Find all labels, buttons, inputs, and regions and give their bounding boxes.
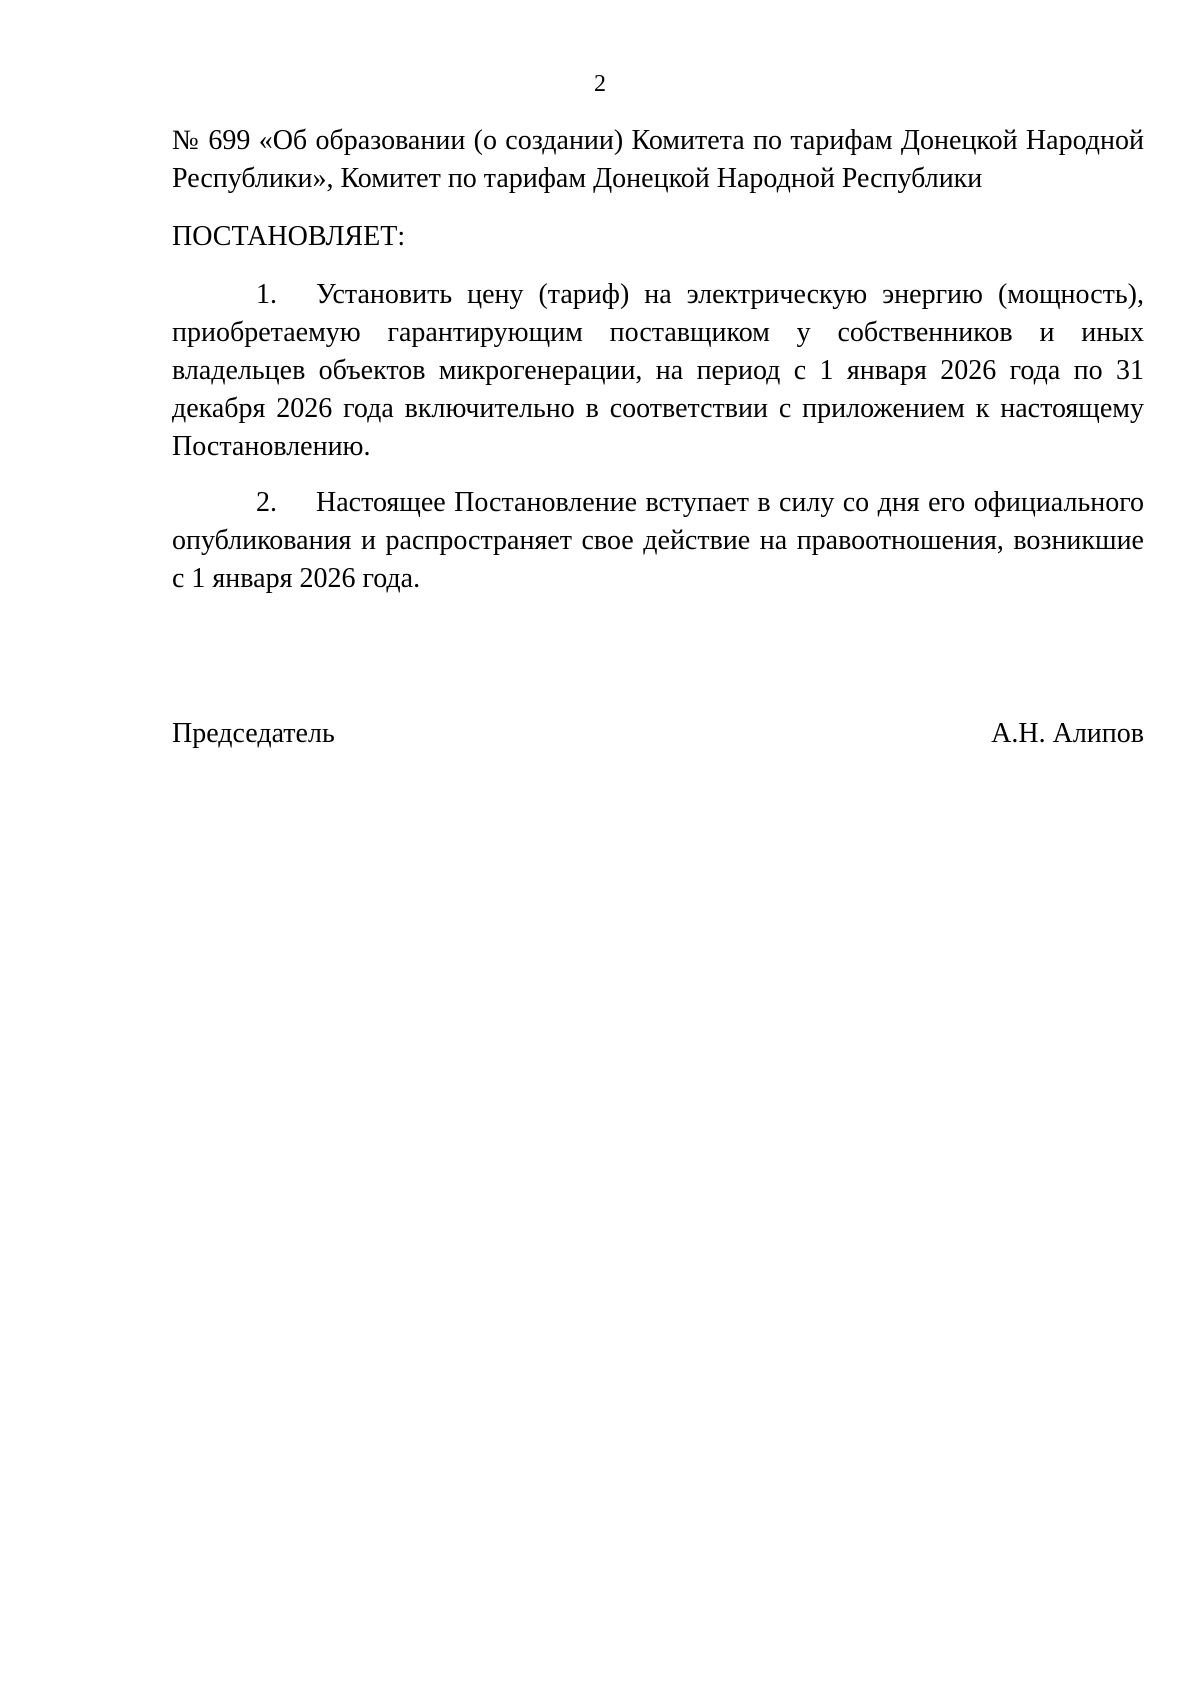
list-item [172, 276, 1144, 466]
item-number: 2. [256, 487, 277, 518]
signature-block [172, 715, 1144, 753]
intro-paragraph: № 699 «Об образовании (о создании) Комитета по тарифам Донецкой Народной Республики», Комитет по тарифам Донецкой Народной Республики [172, 125, 1144, 194]
page-number: 2 [594, 71, 606, 97]
list-item [172, 484, 1144, 598]
item-number: 1. [256, 279, 277, 310]
item-text: Настоящее Постановление вступает в силу со дня его официального опубликования и распространяет свое действие на правоотношения, возникшие с 1 января 2026 года. [172, 487, 1144, 594]
document-body [172, 122, 1144, 616]
item-text: Установить цену (тариф) на электрическую энергию (мощность), приобретаемую гарантирующим поставщиком у собственников и иных владельцев объектов микрогенерации, на период с 1 января 2026 года по 31 декабря 2026 года включительно в соответствии с приложением к настоящему Постановлению. [172, 279, 1144, 462]
signatory-position: Председатель [172, 718, 335, 749]
decree-heading: ПОСТАНОВЛЯЕТ: [172, 221, 406, 252]
signatory-name: А.Н. Алипов [991, 718, 1144, 749]
